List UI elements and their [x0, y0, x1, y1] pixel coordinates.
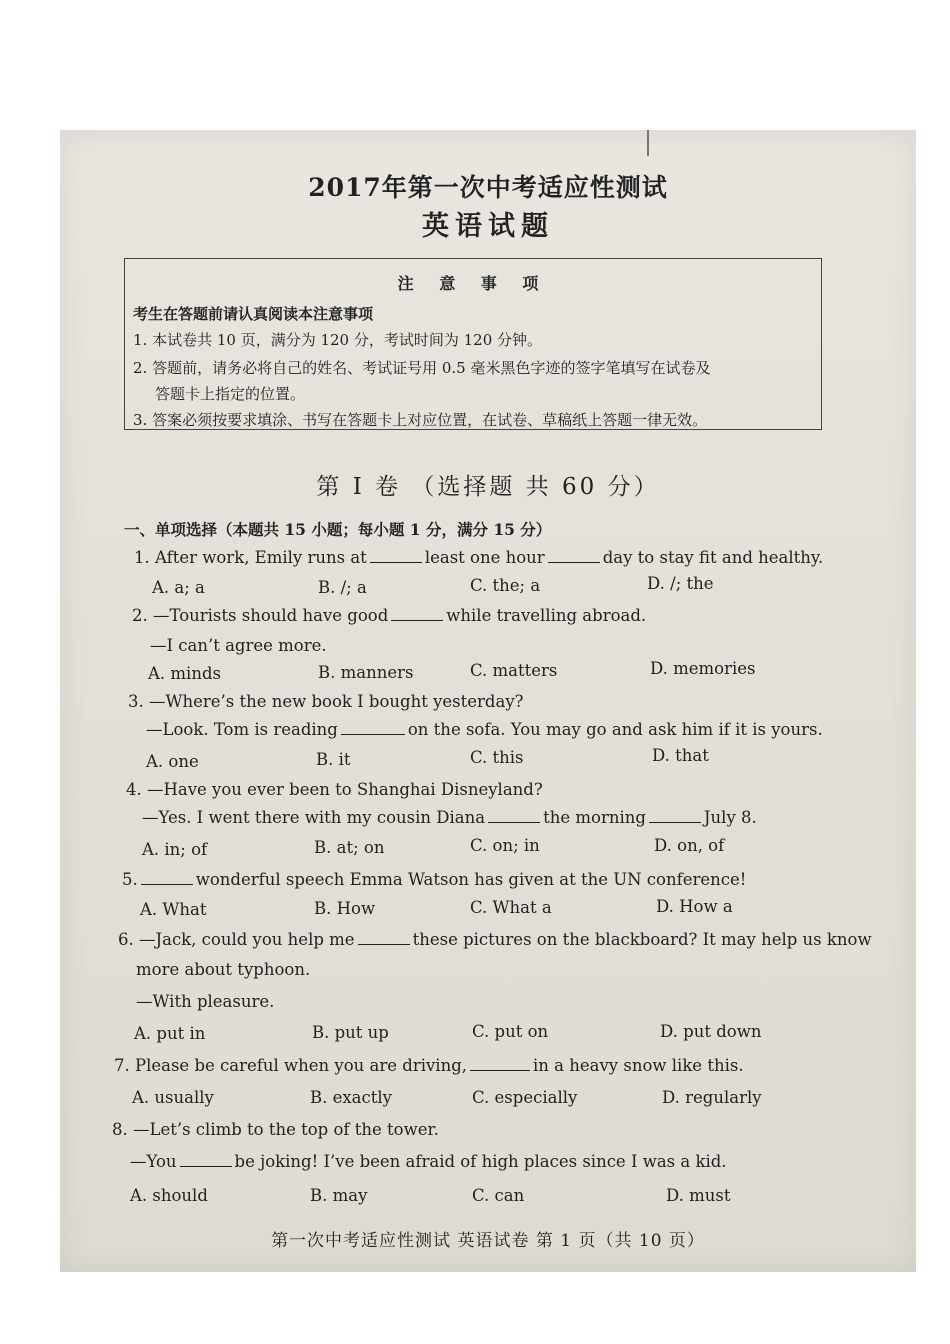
- page-footer: 第一次中考适应性测试 英语试卷 第 1 页（共 10 页）: [271, 1231, 705, 1251]
- question-8-stem: 8. —Let’s climb to the top of the tower.: [112, 1120, 439, 1139]
- question-2-option: C. matters: [470, 661, 558, 680]
- notice-box: [124, 258, 822, 430]
- question-6-stem: 6. —Jack, could you help me these pictures on the blackboard? It may help us know: [118, 930, 872, 949]
- question-2-option: B. manners: [318, 663, 414, 682]
- question-1-option: C. the; a: [470, 576, 541, 595]
- question-1-option: A. a; a: [152, 578, 205, 597]
- question-1-option: B. /; a: [318, 578, 367, 597]
- question-1-option: D. /; the: [647, 574, 714, 593]
- question-5-option: D. How a: [656, 897, 733, 916]
- answer-blank: [470, 1056, 530, 1071]
- notice-item: 答题卡上指定的位置。: [155, 385, 306, 403]
- question-8-option: C. can: [472, 1186, 525, 1205]
- question-3-reply: —Look. Tom is reading on the sofa. You may go and ask him if it is yours.: [146, 720, 823, 739]
- section-title: 一、单项选择（本题共 15 小题；每小题 1 分，满分 15 分）: [124, 520, 552, 539]
- question-7-option: B. exactly: [310, 1088, 392, 1107]
- question-8-option: B. may: [310, 1186, 368, 1205]
- question-2-reply: —I can’t agree more.: [150, 636, 327, 655]
- question-5-option: C. What a: [470, 898, 552, 917]
- question-6-reply: —With pleasure.: [136, 992, 275, 1011]
- question-8-option: D. must: [666, 1186, 731, 1205]
- question-2-option: D. memories: [650, 659, 756, 678]
- question-3-option: A. one: [146, 752, 199, 771]
- answer-blank: [341, 720, 405, 735]
- pencil-mark: [647, 130, 649, 156]
- question-2-stem: 2. —Tourists should have good while travelling abroad.: [132, 606, 647, 625]
- notice-item: 3. 答案必须按要求填涂、书写在答题卡上对应位置，在试卷、草稿纸上答题一律无效。: [133, 411, 708, 429]
- question-6-option: C. put on: [472, 1022, 549, 1041]
- question-4-option: B. at; on: [314, 838, 385, 857]
- question-3-option: B. it: [316, 750, 351, 769]
- question-6-stem-cont: more about typhoon.: [136, 960, 311, 979]
- answer-blank: [488, 808, 540, 823]
- question-7-stem: 7. Please be careful when you are driving, in a heavy snow like this.: [114, 1056, 744, 1075]
- question-7-option: A. usually: [132, 1088, 214, 1107]
- answer-blank: [180, 1152, 232, 1167]
- question-5-option: B. How: [314, 899, 376, 918]
- answer-blank: [391, 606, 443, 621]
- question-3-stem: 3. —Where’s the new book I bought yesterday?: [128, 692, 524, 711]
- answer-blank: [548, 548, 600, 563]
- question-3-option: C. this: [470, 748, 524, 767]
- question-5-option: A. What: [140, 900, 207, 919]
- exam-paper: [60, 130, 916, 1272]
- question-7-option: D. regularly: [662, 1088, 762, 1107]
- question-6-option: B. put up: [312, 1023, 389, 1042]
- question-3-option: D. that: [652, 746, 709, 765]
- notice-item: 1. 本试卷共 10 页，满分为 120 分，考试时间为 120 分钟。: [133, 331, 543, 349]
- answer-blank: [358, 930, 410, 945]
- answer-blank: [370, 548, 422, 563]
- question-7-option: C. especially: [472, 1088, 578, 1107]
- answer-blank: [141, 870, 193, 885]
- question-4-option: C. on; in: [470, 836, 540, 855]
- exam-subtitle: 英语试题: [422, 211, 554, 242]
- question-4-option: D. on, of: [654, 836, 725, 855]
- question-8-reply: —You be joking! I’ve been afraid of high places since I was a kid.: [130, 1152, 727, 1171]
- answer-blank: [649, 808, 701, 823]
- question-4-stem: 4. —Have you ever been to Shanghai Disneyland?: [126, 780, 543, 799]
- question-6-option: A. put in: [134, 1024, 206, 1043]
- notice-intro: 考生在答题前请认真阅读本注意事项: [133, 305, 374, 323]
- question-4-option: A. in; of: [142, 840, 208, 859]
- exam-title: 2017年第一次中考适应性测试: [308, 173, 668, 202]
- volume-title: 第 I 卷 （选择题 共 60 分）: [316, 474, 660, 500]
- question-8-option: A. should: [130, 1186, 208, 1205]
- question-5-stem: 5. wonderful speech Emma Watson has given at the UN conference!: [122, 870, 747, 889]
- question-2-option: A. minds: [148, 664, 221, 683]
- notice-heading: 注 意 事 项: [397, 274, 549, 293]
- question-4-reply: —Yes. I went there with my cousin Diana the morning July 8.: [142, 808, 757, 827]
- notice-item: 2. 答题前，请务必将自己的姓名、考试证号用 0.5 毫米黑色字迹的签字笔填写在试卷及: [133, 359, 711, 377]
- question-6-option: D. put down: [660, 1022, 762, 1041]
- question-1-stem: 1. After work, Emily runs at least one hour day to stay fit and healthy.: [134, 548, 824, 567]
